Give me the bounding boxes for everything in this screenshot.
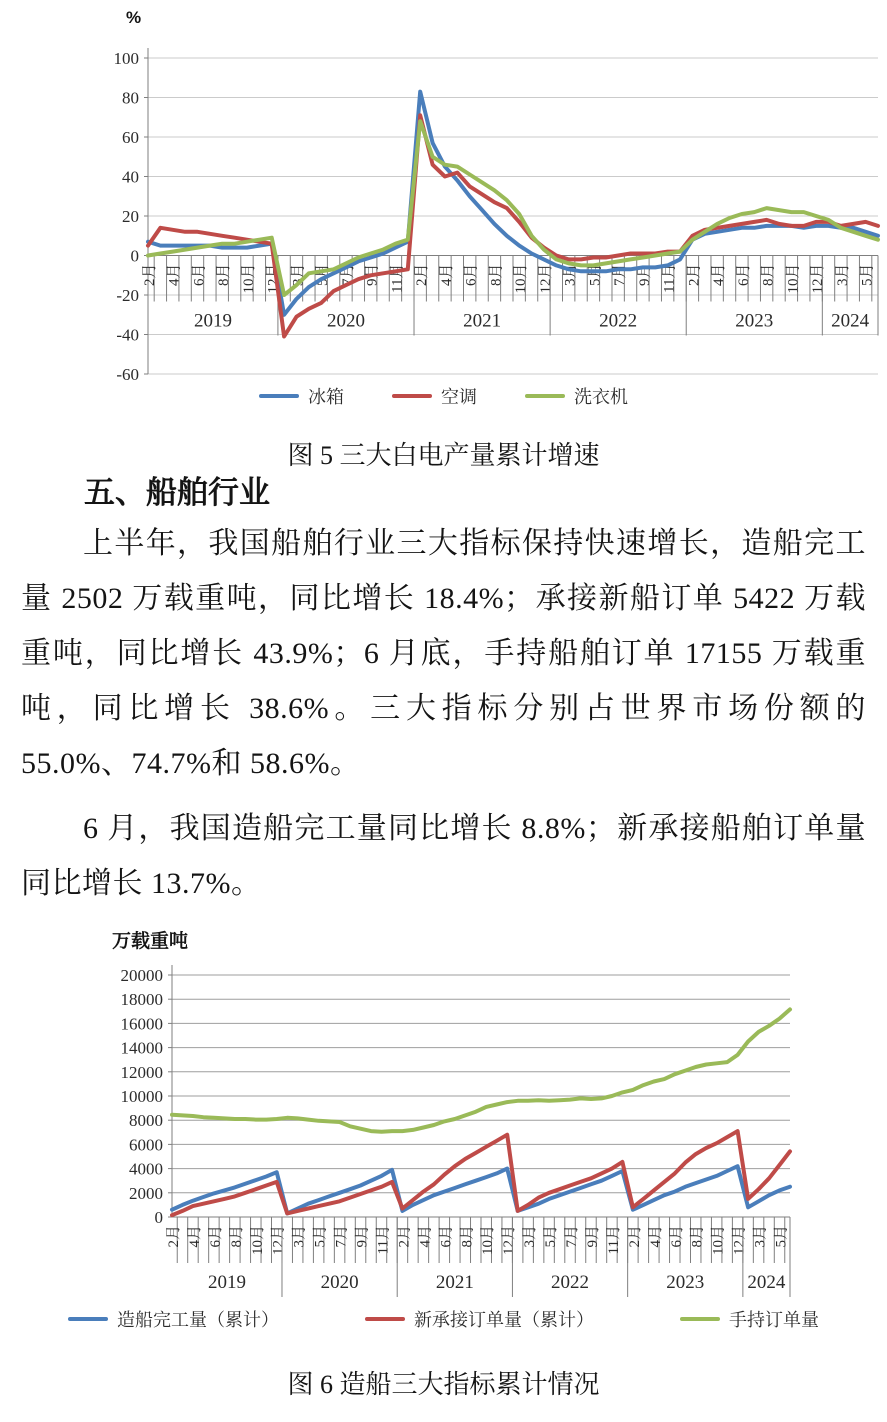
y-axis-label: -60 xyxy=(116,365,139,384)
y-axis-label: 4000 xyxy=(129,1159,163,1179)
x-axis-month-label: 12月 xyxy=(810,263,827,294)
legend-marker xyxy=(392,394,432,398)
x-axis-month-label: 8月 xyxy=(488,263,505,287)
x-axis-month-label: 5月 xyxy=(312,1225,329,1248)
y-axis-label: 10000 xyxy=(120,1087,163,1106)
x-axis-month-label: 2月 xyxy=(142,263,158,287)
y-axis-label: 6000 xyxy=(129,1135,163,1155)
x-axis-month-label: 3月 xyxy=(562,263,579,287)
series-line-造船完工量（累计） xyxy=(172,1166,790,1213)
figure5-legend xyxy=(0,383,887,409)
x-axis-month-label: 9月 xyxy=(354,1225,371,1248)
x-axis-year-label: 2020 xyxy=(326,310,365,332)
x-axis-month-label: 8月 xyxy=(228,1225,245,1248)
x-axis-month-label: 10月 xyxy=(240,263,257,294)
x-axis-month-label: 3月 xyxy=(522,1225,539,1248)
x-axis-year-label: 2022 xyxy=(551,1272,590,1293)
x-axis-month-label: 8月 xyxy=(459,1225,476,1248)
legend-marker xyxy=(680,1317,720,1321)
y-axis-label: 16000 xyxy=(120,1014,163,1034)
figure6-line-chart xyxy=(0,920,887,1310)
x-axis-month-label: 7月 xyxy=(612,263,629,287)
x-axis-year-label: 2021 xyxy=(463,310,502,332)
x-axis-month-label: 4月 xyxy=(647,1225,664,1248)
x-axis-month-label: 11月 xyxy=(389,263,406,293)
figure5-caption: 图 5 三大白电产量累计增速 xyxy=(287,441,600,470)
legend-label: 洗衣机 xyxy=(574,387,628,407)
figure6-legend xyxy=(0,1306,887,1332)
x-axis-month-label: 2月 xyxy=(686,263,703,287)
y-axis-label: 80 xyxy=(122,88,139,108)
figure5-y-axis-unit: % xyxy=(126,8,142,27)
x-axis-month-label: 3月 xyxy=(834,263,851,287)
x-axis-month-label: 12月 xyxy=(265,263,282,294)
legend-label: 空调 xyxy=(441,387,477,407)
x-axis-month-label: 6月 xyxy=(191,263,208,287)
x-axis-month-label: 9月 xyxy=(584,1225,601,1248)
x-axis-month-label: 7月 xyxy=(339,263,356,287)
x-axis-month-label: 5月 xyxy=(773,1225,790,1248)
x-axis-month-label: 4月 xyxy=(438,263,455,287)
x-axis-month-label: 11月 xyxy=(375,1225,392,1255)
y-axis-label: 14000 xyxy=(120,1038,163,1058)
figure6-caption xyxy=(0,1364,887,1401)
x-axis-month-label: 10月 xyxy=(513,263,530,294)
x-axis-month-label: 4月 xyxy=(711,263,728,287)
x-axis-month-label: 5月 xyxy=(859,263,876,287)
y-axis-label: 2000 xyxy=(129,1183,163,1203)
x-axis-month-label: 11月 xyxy=(661,263,678,293)
x-axis-month-label: 4月 xyxy=(186,1225,203,1248)
y-axis-label: -20 xyxy=(116,286,139,305)
x-axis-year-label: 2023 xyxy=(735,310,774,332)
x-axis-month-label: 2月 xyxy=(166,1225,182,1248)
x-axis-year-label: 2019 xyxy=(207,1272,246,1293)
x-axis-month-label: 10月 xyxy=(249,1225,266,1256)
y-axis-label: 12000 xyxy=(120,1062,163,1082)
x-axis-month-label: 6月 xyxy=(438,1225,455,1248)
x-axis-year-label: 2022 xyxy=(599,310,638,332)
x-axis-month-label: 6月 xyxy=(668,1225,685,1248)
x-axis-year-label: 2024 xyxy=(747,1272,786,1293)
y-axis-label: 20 xyxy=(122,207,139,226)
figure5-line-chart xyxy=(0,0,887,400)
y-axis-label: 0 xyxy=(130,246,139,266)
y-axis-label: 18000 xyxy=(120,990,163,1010)
x-axis-month-label: 12月 xyxy=(731,1225,748,1256)
x-axis-month-label: 2月 xyxy=(626,1225,643,1248)
figure6-caption-suffix: 情况 xyxy=(547,1369,600,1399)
x-axis-month-label: 5月 xyxy=(587,263,604,287)
x-axis-month-label: 3月 xyxy=(752,1225,769,1248)
legend-marker xyxy=(365,1317,405,1321)
x-axis-month-label: 4月 xyxy=(417,1225,434,1248)
legend-marker xyxy=(68,1317,108,1321)
x-axis-month-label: 2月 xyxy=(396,1225,413,1248)
x-axis-month-label: 7月 xyxy=(333,1225,350,1248)
y-axis-label: 100 xyxy=(113,49,139,68)
y-axis-label: -40 xyxy=(116,325,139,345)
y-axis-label: 0 xyxy=(154,1208,163,1227)
legend-marker xyxy=(525,394,565,398)
figure6-caption-text: 图 6 造船三大指标累计 xyxy=(287,1370,548,1399)
legend-label: 冰箱 xyxy=(308,387,344,407)
x-axis-year-label: 2024 xyxy=(831,310,870,332)
legend-item-空调 xyxy=(392,383,477,409)
x-axis-year-label: 2021 xyxy=(435,1272,474,1293)
x-axis-month-label: 4月 xyxy=(166,263,183,287)
legend-item-手持订单量 xyxy=(680,1306,819,1332)
y-axis-label: 40 xyxy=(122,167,139,187)
x-axis-month-label: 10月 xyxy=(480,1225,497,1256)
legend-label: 手持订单量 xyxy=(729,1310,819,1330)
x-axis-year-label: 2019 xyxy=(193,310,232,332)
x-axis-month-label: 10月 xyxy=(785,263,802,294)
x-axis-month-label: 12月 xyxy=(537,263,554,294)
series-line-手持订单量 xyxy=(172,1009,790,1131)
x-axis-month-label: 5月 xyxy=(315,263,332,287)
x-axis-month-label: 11月 xyxy=(605,1225,622,1255)
x-axis-month-label: 8月 xyxy=(689,1225,706,1248)
x-axis-month-label: 3月 xyxy=(291,1225,308,1248)
x-axis-month-label: 2月 xyxy=(414,263,431,287)
x-axis-month-label: 10月 xyxy=(710,1225,727,1256)
legend-label: 新承接订单量（累计） xyxy=(414,1310,594,1330)
legend-item-造船完工量（累计） xyxy=(68,1306,279,1332)
x-axis-year-label: 2023 xyxy=(666,1272,705,1293)
x-axis-month-label: 6月 xyxy=(207,1225,224,1248)
legend-item-洗衣机 xyxy=(525,383,628,409)
x-axis-month-label: 12月 xyxy=(501,1225,518,1256)
figure6-y-axis-unit: 万载重吨 xyxy=(112,931,189,952)
body-paragraph-1: 上半年，我国船舶行业三大指标保持快速增长，造船完工量 2502 万载重吨，同比增长 18.4%；承接新船订单 5422 万载重吨，同比增长 43.9%；6 月底，手持船舶订单 17155 万载重吨，同比增长 38.6%。三大指标分别占世界市场份额的 55.0%、74.7%和 58.6%。 xyxy=(21,527,866,780)
body-paragraph-2: 6 月，我国造船完工量同比增长 8.8%；新承接船舶订单量同比增长 13.7%。 xyxy=(21,812,866,900)
x-axis-month-label: 6月 xyxy=(463,263,480,287)
legend-item-新承接订单量（累计） xyxy=(365,1306,594,1332)
series-line-新承接订单量（累计） xyxy=(172,1131,790,1215)
legend-label: 造船完工量（累计） xyxy=(117,1310,279,1330)
x-axis-month-label: 5月 xyxy=(543,1225,560,1248)
x-axis-month-label: 6月 xyxy=(735,263,752,287)
y-axis-label: 8000 xyxy=(129,1111,163,1131)
x-axis-month-label: 8月 xyxy=(216,263,233,287)
section-heading: 五、船舶行业 xyxy=(84,475,270,510)
x-axis-month-label: 7月 xyxy=(564,1225,581,1248)
x-axis-month-label: 3月 xyxy=(290,263,307,287)
x-axis-month-label: 8月 xyxy=(760,263,777,287)
x-axis-month-label: 12月 xyxy=(270,1225,287,1256)
x-axis-month-label: 9月 xyxy=(364,263,381,287)
y-axis-label: 60 xyxy=(122,128,139,147)
legend-item-冰箱 xyxy=(259,383,344,409)
y-axis-label: 20000 xyxy=(120,966,163,985)
legend-marker xyxy=(259,394,299,398)
x-axis-year-label: 2020 xyxy=(320,1272,359,1293)
x-axis-month-label: 9月 xyxy=(636,263,653,287)
